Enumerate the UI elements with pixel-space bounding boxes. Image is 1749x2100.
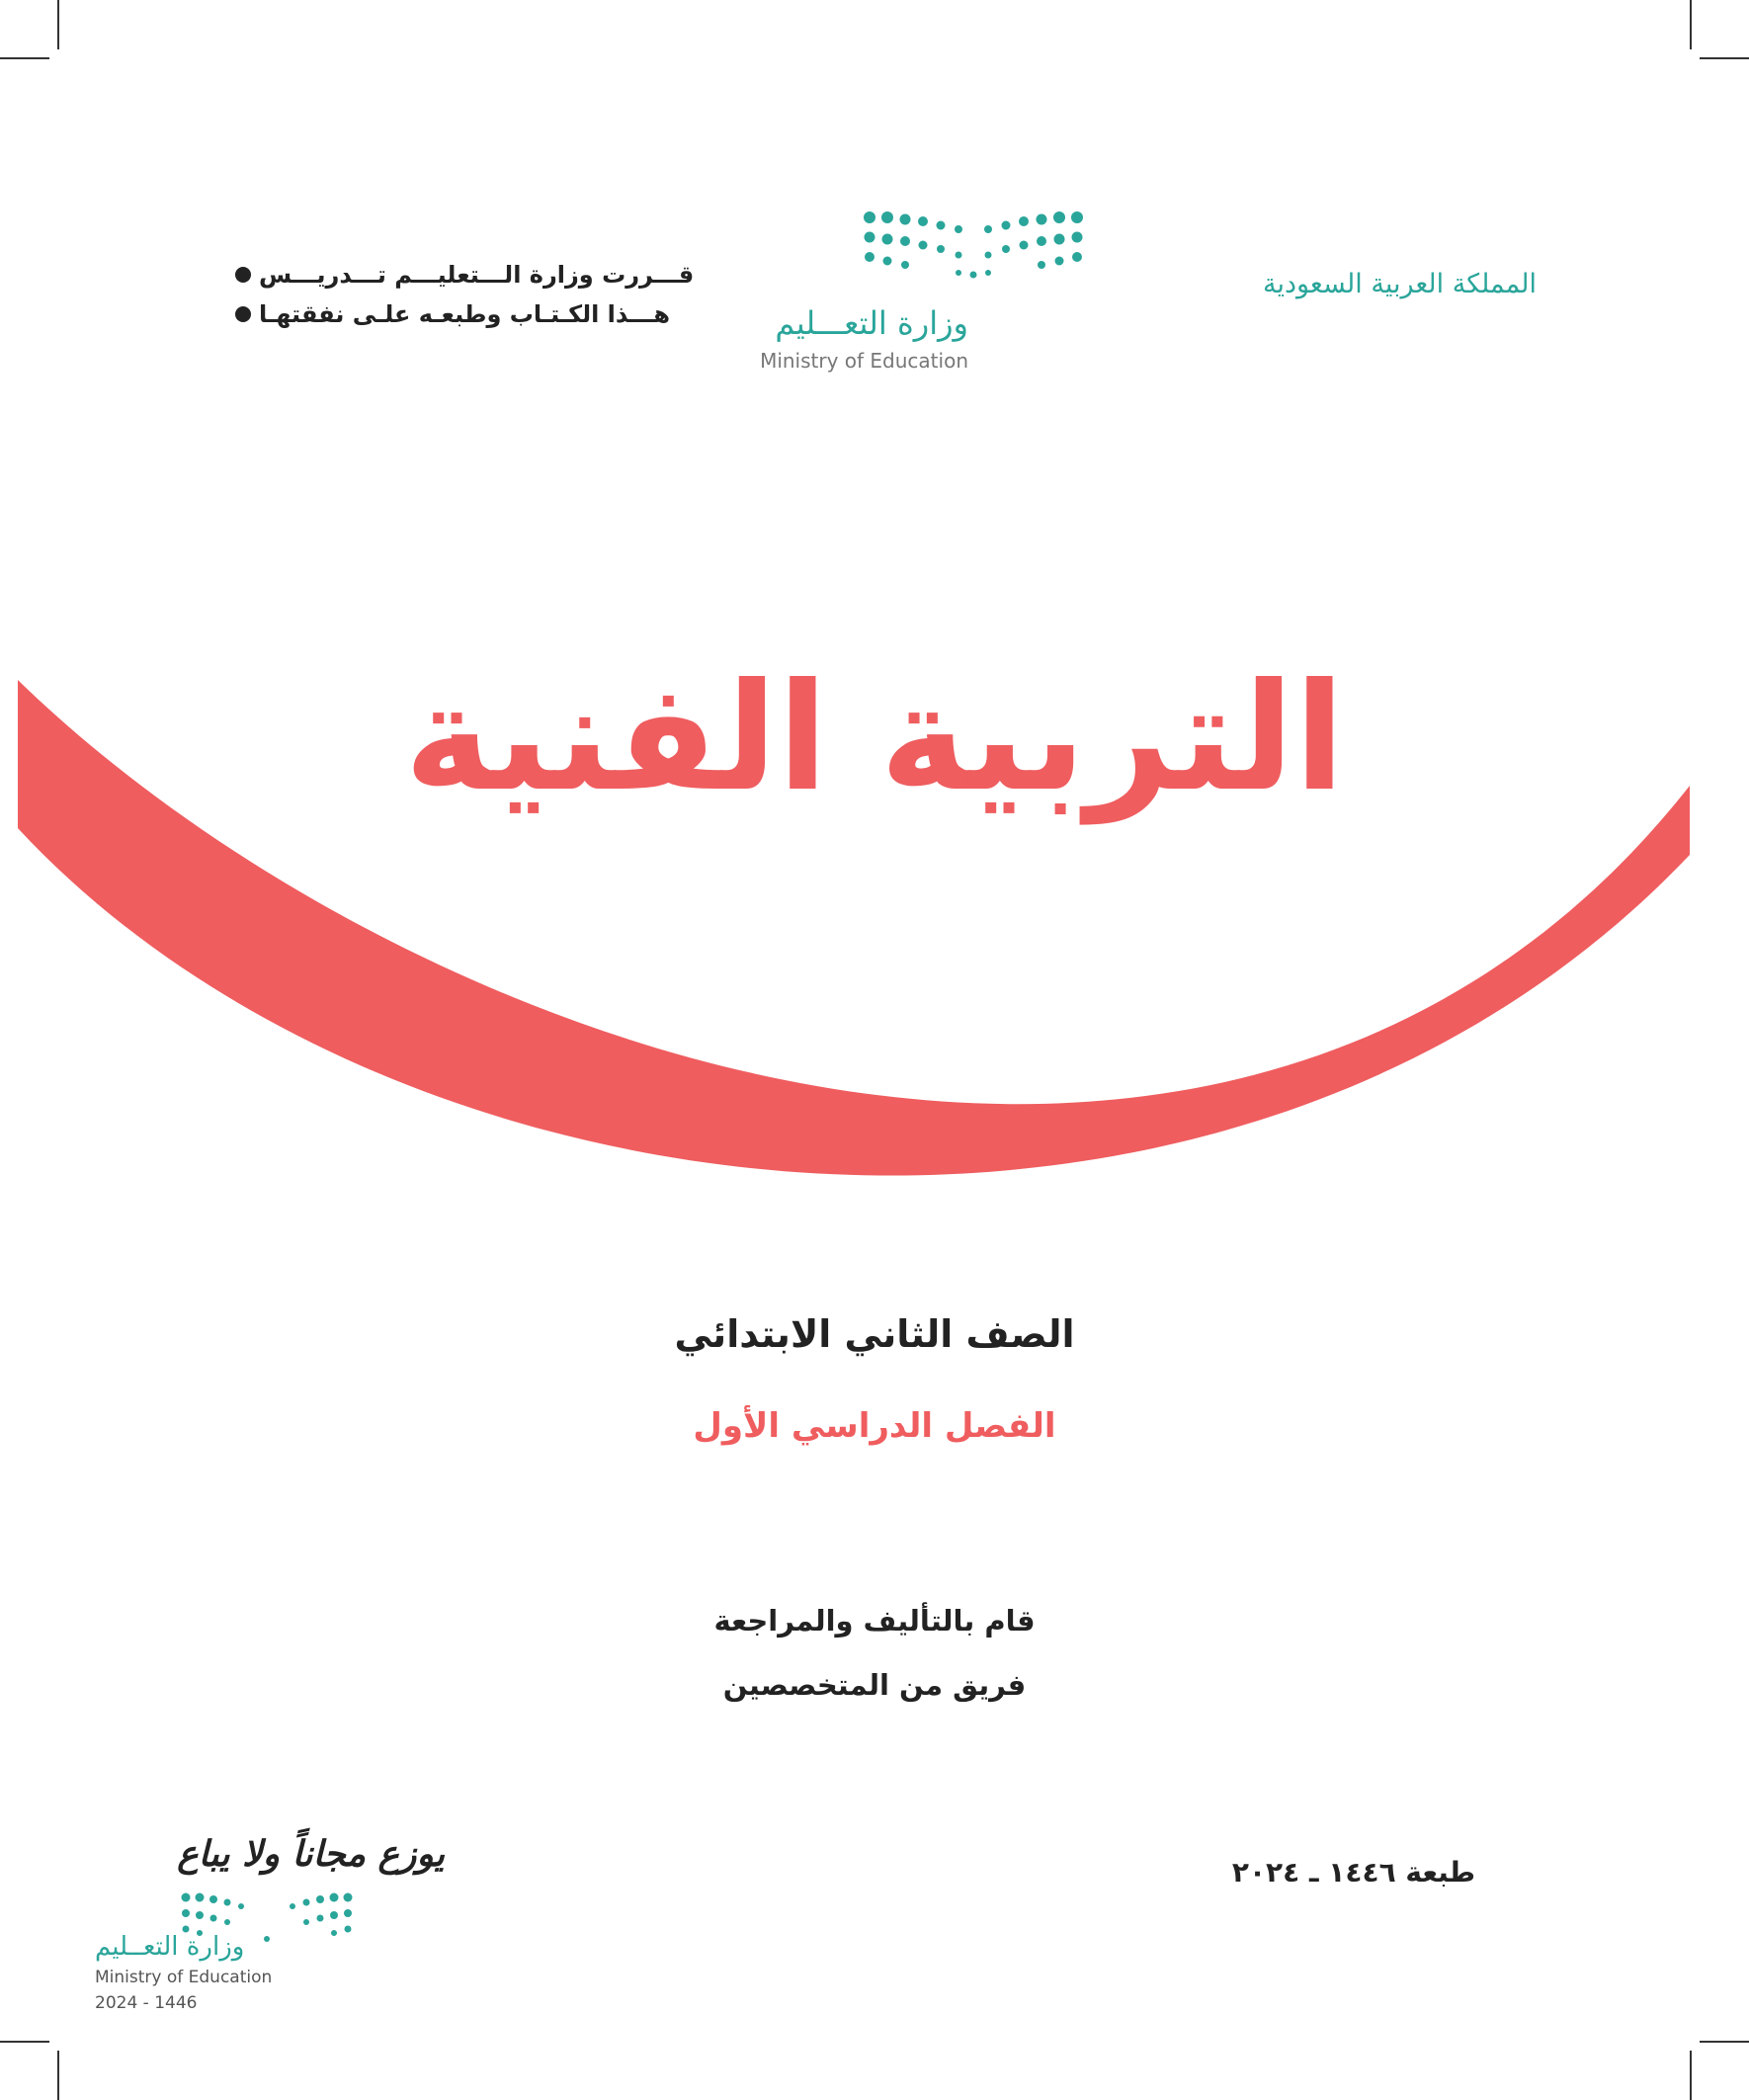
footer-ministry-ar: وزارة التعــليم	[95, 1932, 245, 1962]
footer-year: 2024 - 1446	[95, 1993, 198, 2013]
footer-ministry	[95, 1932, 312, 2013]
authors-line-2: فريق من المتخصصين	[722, 1668, 1027, 1702]
free-distribution-text: يوزع مجاناً ولا يباع	[177, 1833, 445, 1875]
ministry-name-en: Ministry of Education	[760, 349, 968, 373]
decree-line: قـــررت وزارة الـــتعليـــم تـــدريـــس	[235, 255, 660, 294]
grade-label: الصف الثاني الابتدائي	[674, 1312, 1075, 1356]
edition-label: طبعة ١٤٤٦ ـ ٢٠٢٤	[1231, 1856, 1475, 1889]
decree-line: هـــذا الكـتـاب وطبعـه علـى نفقتهـا	[235, 294, 660, 334]
ministry-name-ar: وزارة التعـــليم	[775, 304, 968, 342]
footer-ministry-en: Ministry of Education	[95, 1968, 273, 1987]
book-title: التربية الفنية	[403, 652, 1346, 824]
authors-line-1: قام بالتأليف والمراجعة	[713, 1604, 1036, 1638]
semester-label: الفصل الدراسي الأول	[693, 1406, 1056, 1446]
kingdom-label: المملكة العربية السعودية	[1262, 269, 1537, 299]
